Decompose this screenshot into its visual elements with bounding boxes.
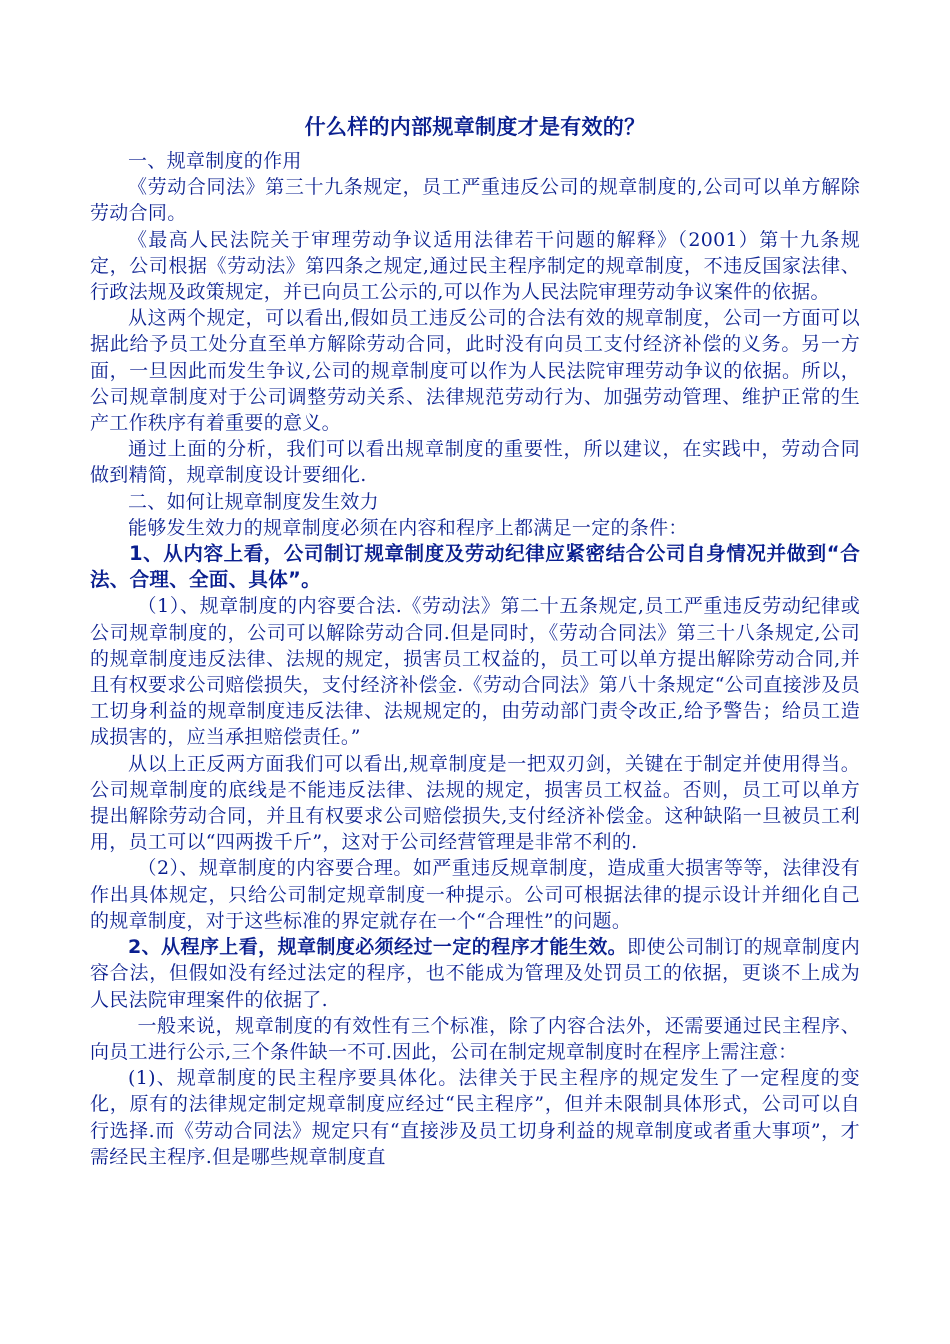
paragraph-10: (1)、规章制度的民主程序要具体化。法律关于民主程序的规定发生了一定程度的变化，原有的法律规定制定规章制度应经过“民主程序”，但并未限制具体形式，公司可以自行选择.而《劳动合同法》规定只有“直接涉及员工切身利益的规章制度或者重大事项”，才需经民主程序.但是哪些规章制度直 xyxy=(90,1067,860,1168)
document-page xyxy=(90,112,860,1170)
point-1-heading: 1、从内容上看，公司制订规章制度及劳动纪律应紧密结合公司自身情况并做到“合法、合理、全面、具体”。 xyxy=(90,542,860,592)
section-heading-2: 二、如何让规章制度发生效力 xyxy=(128,490,379,513)
paragraph-1: 《劳动合同法》第三十九条规定，员工严重违反公司的规章制度的,公司可以单方解除劳动合同。 xyxy=(90,176,860,225)
point-2-text: 即使公司制订的规章制度内容合法，但假如没有经过法定的程序，也不能成为管理及处罚员工的依据，更谈不上成为人民法院审理案件的依据了. xyxy=(90,936,860,1011)
paragraph-4: 通过上面的分析，我们可以看出规章制度的重要性，所以建议，在实践中，劳动合同做到精简，规章制度设计要细化. xyxy=(90,438,860,487)
paragraph-3: 从这两个规定，可以看出,假如员工违反公司的合法有效的规章制度，公司一方面可以据此给予员工处分直至单方解除劳动合同，此时没有向员工支付经济补偿的义务。另一方面，一旦因此而发生争议,公司的规章制度可以作为人民法院审理劳动争议的依据。所以，公司规章制度对于公司调整劳动关系、法律规范劳动行为、加强劳动管理、维护正常的生产工作秩序有着重要的意义。 xyxy=(90,307,860,435)
document-title: 什么样的内部规章制度才是有效的？ xyxy=(304,115,646,139)
paragraph-6: （1）、规章制度的内容要合法.《劳动法》第二十五条规定,员工严重违反劳动纪律或公司规章制度的，公司可以解除劳动合同.但是同时，《劳动合同法》第三十八条规定,公司的规章制度违反法律、法规的规定，损害员工权益的，员工可以单方提出解除劳动合同,并且有权要求公司赔偿损失，支付经济补偿金.《劳动合同法》第八十条规定“公司直接涉及员工切身利益的规章制度违反法律、法规规定的，由劳动部门责令改正,给予警告；给员工造成损害的，应当承担赔偿责任。” xyxy=(90,595,860,749)
paragraph-9: 一般来说，规章制度的有效性有三个标准，除了内容合法外，还需要通过民主程序、向员工进行公示,三个条件缺一不可.因此，公司在制定规章制度时在程序上需注意： xyxy=(90,1014,860,1063)
paragraph-7: 从以上正反两方面我们可以看出,规章制度是一把双刃剑，关键在于制定并使用得当。公司规章制度的底线是不能违反法律、法规的规定，损害员工权益。否则，员工可以单方提出解除劳动合同，并且有权要求公司赔偿损失,支付经济补偿金。这种缺陷一旦被员工利用，员工可以“四两拨千斤”，这对于公司经营管理是非常不利的. xyxy=(90,752,860,854)
paragraph-2: 《最高人民法院关于审理劳动争议适用法律若干问题的解释》（2001）第十九条规定，公司根据《劳动法》第四条之规定,通过民主程序制定的规章制度，不违反国家法律、行政法规及政策规定，并已向员工公示的,可以作为人民法院审理劳动争议案件的依据。 xyxy=(90,228,860,304)
section-heading-1: 一、规章制度的作用 xyxy=(128,150,302,172)
paragraph-8: （2）、规章制度的内容要合理。如严重违反规章制度，造成重大损害等等，法律没有作出具体规定，只给公司制定规章制度一种提示。公司可根据法律的提示设计并细化自己的规章制度，对于这些标准的界定就存在一个“合理性”的问题。 xyxy=(90,857,860,932)
point-2-heading: 2、从程序上看，规章制度必须经过一定的程序才能生效。 xyxy=(128,936,628,959)
paragraph-5: 能够发生效力的规章制度必须在内容和程序上都满足一定的条件： xyxy=(128,516,688,539)
point-2-paragraph xyxy=(90,934,860,1013)
